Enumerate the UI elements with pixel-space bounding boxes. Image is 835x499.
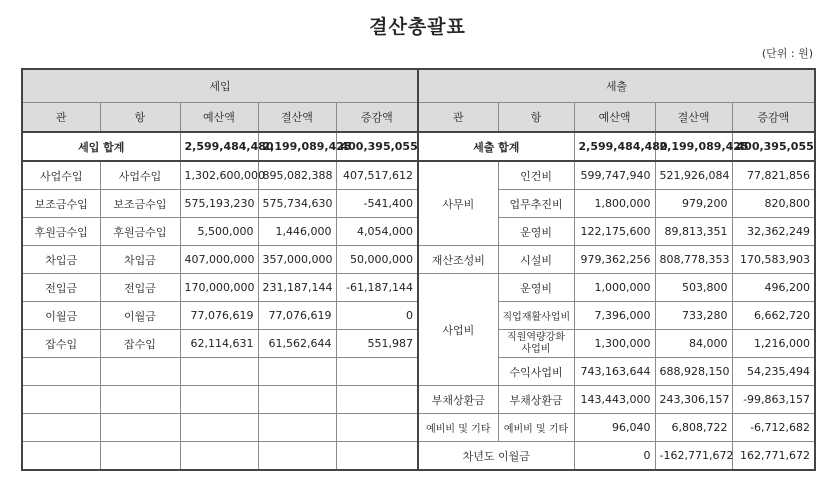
income-settled: 1,446,000 [258,218,336,246]
expense-settled: 521,926,084 [655,161,732,190]
income-budget: 5,500,000 [180,218,258,246]
col-gwan: 관 [22,103,100,133]
income-diff: 50,000,000 [336,246,418,274]
expense-diff: -99,863,157 [732,386,815,414]
expense-budget: 1,300,000 [574,330,655,358]
empty-cell [100,442,180,471]
expense-hang: 운영비 [498,218,574,246]
expense-hang: 업무추진비 [498,190,574,218]
expense-gwan-asset: 재산조성비 [418,246,498,274]
expense-header: 세출 [418,69,815,103]
col-diff: 증감액 [336,103,418,133]
expense-budget: 7,396,000 [574,302,655,330]
expense-total-label: 세출 합계 [418,132,574,161]
col-settled: 결산액 [655,103,732,133]
expense-budget: 599,747,940 [574,161,655,190]
income-total-budget: 2,599,484,480 [180,132,258,161]
expense-budget: 122,175,600 [574,218,655,246]
income-hang: 차입금 [100,246,180,274]
income-gwan: 잡수입 [22,330,100,358]
income-hang: 후원금수입 [100,218,180,246]
expense-diff: 77,821,856 [732,161,815,190]
expense-settled: 243,306,157 [655,386,732,414]
empty-cell [22,442,100,471]
empty-cell [180,358,258,386]
expense-gwan-reserve: 예비비 및 기타 [418,414,498,442]
expense-budget: 143,443,000 [574,386,655,414]
empty-cell [22,358,100,386]
income-budget: 575,193,230 [180,190,258,218]
col-budget: 예산액 [574,103,655,133]
expense-diff: 32,362,249 [732,218,815,246]
income-hang: 이월금 [100,302,180,330]
settlement-summary-table [21,68,816,471]
expense-budget: 1,000,000 [574,274,655,302]
income-hang: 보조금수입 [100,190,180,218]
income-budget: 1,302,600,000 [180,161,258,190]
empty-cell [180,414,258,442]
income-settled: 895,082,388 [258,161,336,190]
income-total-settled: 2,199,089,425 [258,132,336,161]
empty-cell [258,358,336,386]
empty-cell [336,386,418,414]
income-settled: 357,000,000 [258,246,336,274]
expense-hang: 부채상환금 [498,386,574,414]
empty-cell [258,442,336,471]
income-diff: 551,987 [336,330,418,358]
income-gwan: 차입금 [22,246,100,274]
expense-diff: 170,583,903 [732,246,815,274]
expense-budget: 0 [574,442,655,471]
unit-label: (단위 : 원) [761,47,813,60]
expense-settled: 733,280 [655,302,732,330]
income-budget: 170,000,000 [180,274,258,302]
income-gwan: 전입금 [22,274,100,302]
expense-diff: 820,800 [732,190,815,218]
empty-cell [258,414,336,442]
income-settled: 231,187,144 [258,274,336,302]
expense-hang: 예비비 및 기타 [498,414,574,442]
empty-cell [180,442,258,471]
income-gwan: 이월금 [22,302,100,330]
col-gwan: 관 [418,103,498,133]
expense-diff: 496,200 [732,274,815,302]
expense-hang: 운영비 [498,274,574,302]
income-gwan: 후원금수입 [22,218,100,246]
expense-settled: 688,928,150 [655,358,732,386]
expense-diff: 162,771,672 [732,442,815,471]
expense-settled: 503,800 [655,274,732,302]
income-diff: 407,517,612 [336,161,418,190]
expense-gwan-business: 사업비 [418,274,498,386]
col-settled: 결산액 [258,103,336,133]
expense-gwan-carry: 차년도 이월금 [418,442,574,471]
empty-cell [22,414,100,442]
expense-settled: -162,771,672 [655,442,732,471]
expense-total-diff: 400,395,055 [732,132,815,161]
income-gwan: 사업수입 [22,161,100,190]
expense-settled: 89,813,351 [655,218,732,246]
income-gwan: 보조금수입 [22,190,100,218]
expense-diff: 1,216,000 [732,330,815,358]
col-hang: 항 [498,103,574,133]
col-hang: 항 [100,103,180,133]
income-settled: 77,076,619 [258,302,336,330]
empty-cell [100,358,180,386]
page-title: 결산총괄표 [369,16,466,38]
income-budget: 77,076,619 [180,302,258,330]
expense-settled: 979,200 [655,190,732,218]
empty-cell [100,414,180,442]
empty-cell [336,414,418,442]
expense-hang: 인건비 [498,161,574,190]
expense-hang: 시설비 [498,246,574,274]
expense-hang: 수익사업비 [498,358,574,386]
expense-hang: 직업재활사업비 [498,302,574,330]
income-hang: 잡수입 [100,330,180,358]
income-diff: -61,187,144 [336,274,418,302]
expense-settled: 6,808,722 [655,414,732,442]
expense-gwan-debt: 부채상환금 [418,386,498,414]
income-diff: 4,054,000 [336,218,418,246]
empty-cell [336,358,418,386]
income-budget: 407,000,000 [180,246,258,274]
expense-budget: 743,163,644 [574,358,655,386]
income-diff: 0 [336,302,418,330]
expense-budget: 1,800,000 [574,190,655,218]
expense-diff: -6,712,682 [732,414,815,442]
expense-settled: 84,000 [655,330,732,358]
empty-cell [258,386,336,414]
col-diff: 증감액 [732,103,815,133]
income-settled: 61,562,644 [258,330,336,358]
income-hang: 전입금 [100,274,180,302]
expense-budget: 96,040 [574,414,655,442]
income-total-label: 세입 합계 [22,132,180,161]
income-settled: 575,734,630 [258,190,336,218]
income-diff: -541,400 [336,190,418,218]
empty-cell [22,386,100,414]
expense-settled: 808,778,353 [655,246,732,274]
empty-cell [336,442,418,471]
expense-budget: 979,362,256 [574,246,655,274]
expense-total-settled: 2,199,089,425 [655,132,732,161]
expense-diff: 6,662,720 [732,302,815,330]
empty-cell [180,386,258,414]
expense-hang: 직원역량강화사업비 [498,330,574,358]
expense-total-budget: 2,599,484,480 [574,132,655,161]
income-hang: 사업수입 [100,161,180,190]
expense-gwan-samu: 사무비 [418,161,498,246]
col-budget: 예산액 [180,103,258,133]
income-header: 세입 [22,69,418,103]
empty-cell [100,386,180,414]
expense-diff: 54,235,494 [732,358,815,386]
income-budget: 62,114,631 [180,330,258,358]
income-total-diff: 400,395,055 [336,132,418,161]
